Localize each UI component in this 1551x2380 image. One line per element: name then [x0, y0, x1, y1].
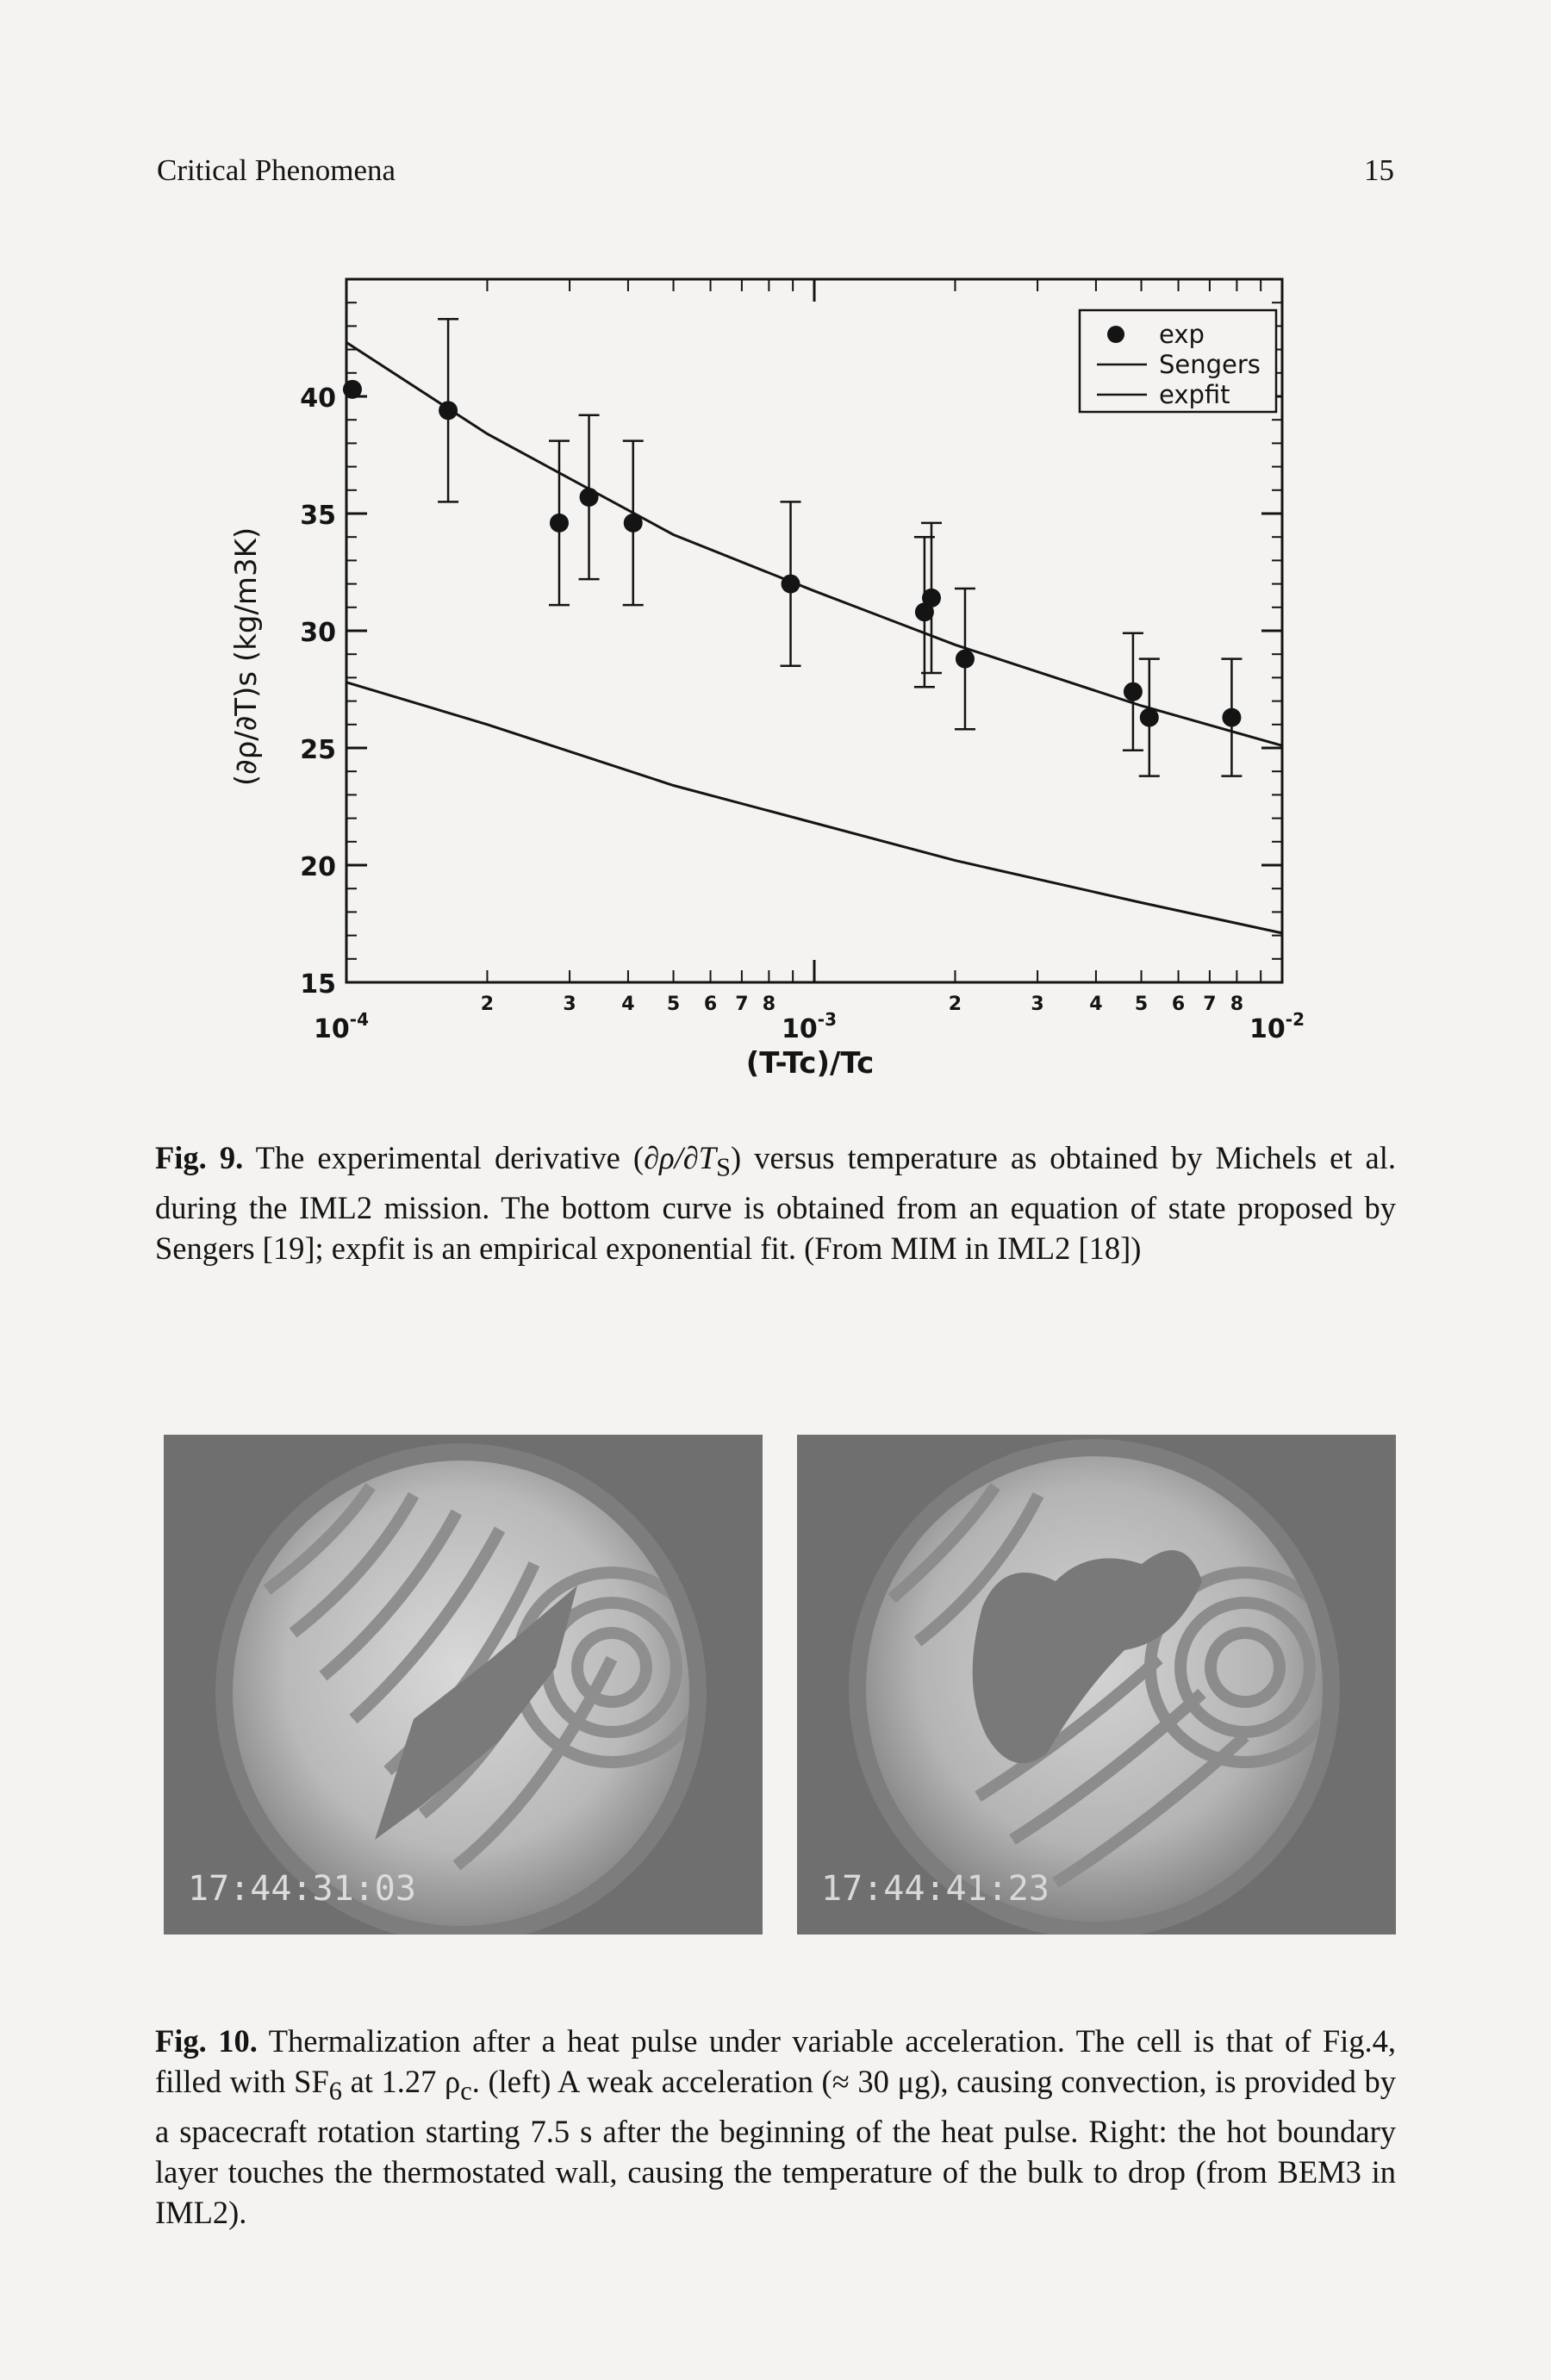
data-point	[956, 650, 975, 669]
x-major-tick-label: $10^{-3}$	[782, 1009, 837, 1044]
data-point	[1140, 708, 1159, 727]
data-point	[782, 575, 800, 594]
caption-sub: S	[716, 1151, 732, 1181]
y-tick-label: 15	[300, 969, 336, 1000]
data-point	[580, 488, 599, 507]
running-head-title: Critical Phenomena	[157, 153, 396, 187]
figure-9-chart	[207, 259, 1361, 1094]
y-tick-label: 25	[300, 735, 336, 765]
x-minor-tick-label: 8	[762, 994, 776, 1015]
x-minor-tick-label: 5	[1134, 994, 1149, 1015]
figure-9-caption	[155, 1137, 1396, 1268]
figure-10-label: Fig. 10.	[155, 2022, 258, 2059]
caption-text: . (left) A weak acceleration (≈ 30 μg), causing convection, is provided by a spacecraft rotation starting 7.5 s after the beginning of the heat pulse. Right: the hot boundary layer touches the thermostated wall, causing the temperature of the bulk to drop (from BEM3 in IML2).	[155, 2063, 1397, 2230]
legend-label: expfit	[1159, 380, 1230, 409]
data-point	[439, 401, 458, 420]
y-tick-label: 40	[300, 383, 336, 414]
caption-sub: c	[460, 2075, 472, 2105]
photo-right	[797, 1435, 1396, 1935]
photo-left	[164, 1435, 763, 1935]
timestamp-left: 17:44:31:03	[188, 1869, 416, 1909]
x-minor-tick-label: 6	[703, 994, 718, 1015]
data-point	[922, 589, 941, 607]
x-major-tick-label: $10^{-4}$	[314, 1009, 369, 1044]
x-minor-tick-label: 7	[735, 994, 749, 1015]
x-minor-tick-label: 7	[1203, 994, 1217, 1015]
x-minor-tick-label: 2	[480, 994, 495, 1015]
data-point	[550, 514, 569, 533]
data-point	[1222, 708, 1241, 727]
data-point	[624, 514, 643, 533]
caption-text: at 1.27 ρ	[341, 2063, 461, 2099]
x-major-tick-label: $10^{-2}$	[1249, 1009, 1305, 1044]
x-minor-tick-label: 3	[1031, 994, 1044, 1015]
legend-label: exp	[1159, 320, 1205, 349]
y-tick-label: 30	[300, 618, 336, 648]
legend-marker-exp	[1107, 326, 1124, 343]
page-number: 15	[1364, 153, 1394, 187]
x-minor-tick-label: 8	[1230, 994, 1244, 1015]
timestamp-right: 17:44:41:23	[821, 1869, 1050, 1909]
caption-text: Thermalization after a heat pulse under variable acceleration. The cell is that of Fig.4, filled with SF	[155, 2022, 1397, 2099]
legend-label: Sengers	[1159, 350, 1261, 379]
figure-9-label: Fig. 9.	[155, 1139, 244, 1175]
caption-math: ∂ρ/∂T	[644, 1139, 717, 1175]
x-minor-tick-label: 3	[563, 994, 576, 1015]
x-minor-tick-label: 6	[1171, 994, 1186, 1015]
x-minor-tick-label: 5	[666, 994, 681, 1015]
x-minor-tick-label: 2	[948, 994, 962, 1015]
figure-10-caption	[155, 2021, 1396, 2233]
y-tick-label: 35	[300, 501, 336, 531]
x-minor-tick-label: 4	[621, 994, 635, 1015]
caption-text: ) versus temperature as obtained by Michels et al. during the IML2 mission. The bottom curve is obtained from an equation of state proposed by Sengers [19]; expfit is an empirical exponential fit. (From MIM in IML2 [18])	[155, 1139, 1396, 1266]
data-point	[343, 380, 362, 399]
y-tick-label: 20	[300, 852, 336, 882]
y-axis-label: (∂ρ/∂T)s (kg/m3K)	[229, 526, 264, 787]
running-head	[157, 153, 1394, 188]
x-axis-label: (T-Tc)/Tc	[745, 1046, 875, 1081]
caption-text: The experimental derivative (	[255, 1139, 645, 1175]
caption-sub: 6	[328, 2075, 342, 2105]
data-point	[1124, 682, 1143, 701]
x-minor-tick-label: 4	[1089, 994, 1103, 1015]
